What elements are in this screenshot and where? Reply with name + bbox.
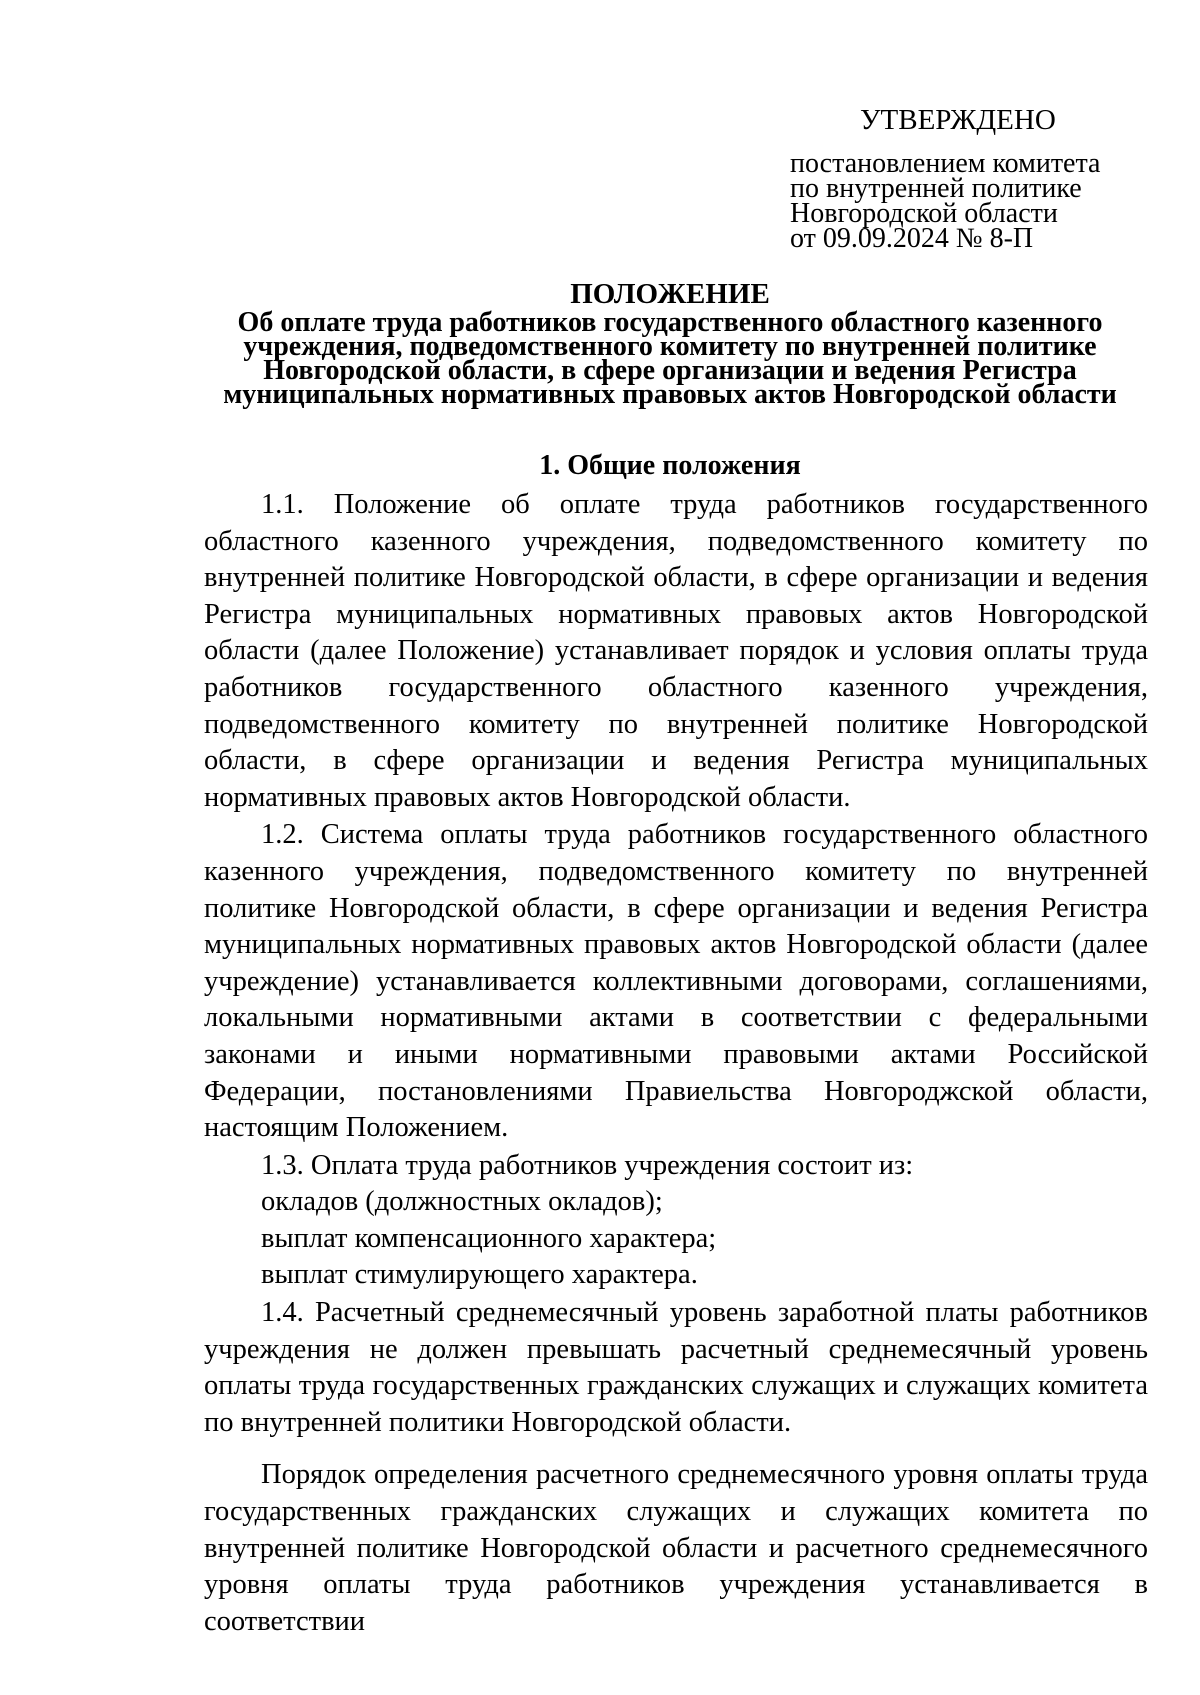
- paragraph-1-1: 1.1. Положение об оплате труда работников государственного областного казенного учреждения, подведомственного комитету по внутренней политике Новгородской области, в сфере организации и ведения Регистра муниципальных нормативных правовых актов Новгородской области (далее Положение) устанавливает порядок и условия оплаты труда работников государственного областного казенного учреждения, подведомственного комитету по внутренней политике Новгородской области, в сфере организации и ведения Регистра муниципальных нормативных правовых актов Новгородской области.: [204, 489, 1148, 813]
- approval-stamp: [790, 103, 1170, 254]
- paragraph-1-3: 1.3. Оплата труда работников учреждения состоит из:: [261, 1149, 914, 1181]
- document-subtitle-line: учреждения, подведомственного комитету по внутренней политике: [243, 331, 1097, 362]
- document-subtitle-line: муниципальных нормативных правовых актов Новгородской области: [223, 379, 1117, 410]
- document-subtitle-line: Об оплате труда работников государственного областного казенного: [237, 307, 1103, 338]
- paragraph-order: Порядок определения расчетного среднемесячного уровня оплаты труда государственных гражданских служащих и служащих комитета по внутренней политике Новгородской области и расчетного среднемесячного уровня оплаты труда работников учреждения устанавливается в соответствии: [204, 1459, 1148, 1637]
- section-heading: 1. Общие положения: [539, 450, 801, 481]
- approval-line: Новгородской области: [790, 198, 1058, 229]
- approval-title: УТВЕРЖДЕНО: [860, 104, 1056, 136]
- section-body: [204, 487, 1148, 1640]
- document-title: ПОЛОЖЕНИЕ: [570, 278, 770, 310]
- list-item: окладов (должностных окладов);: [261, 1186, 663, 1218]
- approval-line: от 09.09.2024 № 8-П: [790, 223, 1034, 254]
- paragraph-1-4: 1.4. Расчетный среднемесячный уровень заработной платы работников учреждения не должен превышать расчетный среднемесячный уровень оплаты труда государственных гражданских служащих и служащих комитета по внутренней политики Новгородской области.: [204, 1297, 1148, 1438]
- list-item: выплат стимулирующего характера.: [261, 1259, 698, 1291]
- list-item: выплат компенсационного характера;: [261, 1222, 717, 1254]
- paragraph-1-2: 1.2. Система оплаты труда работников государственного областного казенного учреждения, подведомственного комитету по внутренней политике Новгородской области, в сфере организации и ведения Регистра муниципальных нормативных правовых актов Новгородской области (далее учреждение) устанавливается коллективными договорами, соглашениями, локальными нормативными актами в соответствии с федеральными законами и иными нормативными правовыми актами Российской Федерации, постановлениями Правиельства Новгороджской области, настоящим Положением.: [204, 819, 1148, 1144]
- document-header: [200, 277, 1140, 410]
- document-subtitle-line: Новгородской области, в сфере организации и ведения Регистра: [263, 355, 1077, 386]
- approval-line: по внутренней политике: [790, 173, 1082, 204]
- approval-line: постановлением комитета: [790, 148, 1101, 179]
